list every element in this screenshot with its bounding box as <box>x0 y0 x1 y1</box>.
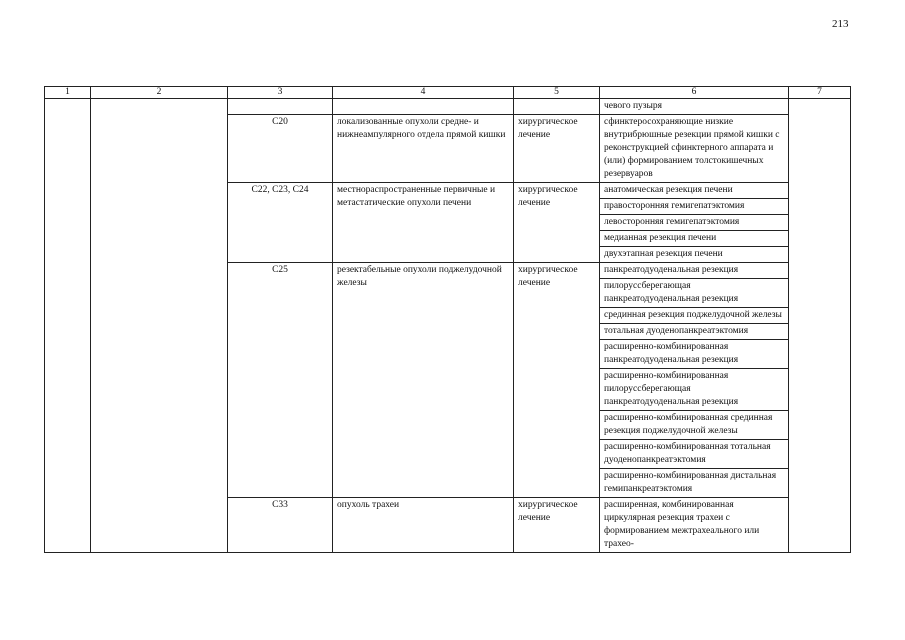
table-row <box>45 99 851 115</box>
header-cell-7: 7 <box>789 87 851 99</box>
col3-cell <box>228 99 333 115</box>
method-cell: чевого пузыря <box>600 99 789 115</box>
diagnosis-cell: местнораспространенные первичные и метастатические опухоли печени <box>333 183 514 263</box>
header-row <box>45 87 851 99</box>
treatment-cell: хирургическое лечение <box>514 115 600 183</box>
col5-cell <box>514 99 600 115</box>
col7-cell <box>789 99 851 553</box>
method-cell: двухэтапная резекция печени <box>600 247 789 263</box>
method-cell: расширенно-комбинированная срединная резекция поджелудочной железы <box>600 411 789 440</box>
header-cell-3: 3 <box>228 87 333 99</box>
col2-cell <box>91 99 228 553</box>
method-cell: срединная резекция поджелудочной железы <box>600 308 789 324</box>
code-cell: C25 <box>228 263 333 498</box>
header-cell-4: 4 <box>333 87 514 99</box>
col1-cell <box>45 99 91 553</box>
col4-cell <box>333 99 514 115</box>
method-cell: тотальная дуоденопанкреатэктомия <box>600 324 789 340</box>
treatment-cell: хирургическое лечение <box>514 263 600 498</box>
code-cell: C20 <box>228 115 333 183</box>
diagnosis-cell: опухоль трахеи <box>333 498 514 553</box>
method-cell: пилоруссберегающая панкреатодуоденальная резекция <box>600 279 789 308</box>
method-cell: анатомическая резекция печени <box>600 183 789 199</box>
header-cell-5: 5 <box>514 87 600 99</box>
method-cell: правосторонняя гемигепатэктомия <box>600 199 789 215</box>
medical-care-table <box>44 86 851 553</box>
header-cell-6: 6 <box>600 87 789 99</box>
header-cell-1: 1 <box>45 87 91 99</box>
method-cell: панкреатодуоденальная резекция <box>600 263 789 279</box>
method-cell: левосторонняя гемигепатэктомия <box>600 215 789 231</box>
method-cell: медианная резекция печени <box>600 231 789 247</box>
method-cell: расширенная, комбинированная циркулярная резекция трахеи с формированием межтрахеального или трахео- <box>600 498 789 553</box>
diagnosis-cell: локализованные опухоли средне- и нижнеампулярного отдела прямой кишки <box>333 115 514 183</box>
page-number: 213 <box>832 18 849 30</box>
method-cell: расширенно-комбинированная панкреатодуоденальная резекция <box>600 340 789 369</box>
treatment-cell: хирургическое лечение <box>514 498 600 553</box>
method-cell: сфинктеросохраняющие низкие внутрибрюшные резекции прямой кишки с реконструкцией сфинктерного аппарата и (или) формированием толстокишечных резервуаров <box>600 115 789 183</box>
method-cell: расширенно-комбинированная пилоруссберегающая панкреатодуоденальная резекция <box>600 369 789 411</box>
method-cell: расширенно-комбинированная тотальная дуоденопанкреатэктомия <box>600 440 789 469</box>
code-cell: C33 <box>228 498 333 553</box>
header-cell-2: 2 <box>91 87 228 99</box>
method-cell: расширенно-комбинированная дистальная гемипанкреатэктомия <box>600 469 789 498</box>
treatment-cell: хирургическое лечение <box>514 183 600 263</box>
diagnosis-cell: резектабельные опухоли поджелудочной железы <box>333 263 514 498</box>
code-cell: C22, C23, C24 <box>228 183 333 263</box>
